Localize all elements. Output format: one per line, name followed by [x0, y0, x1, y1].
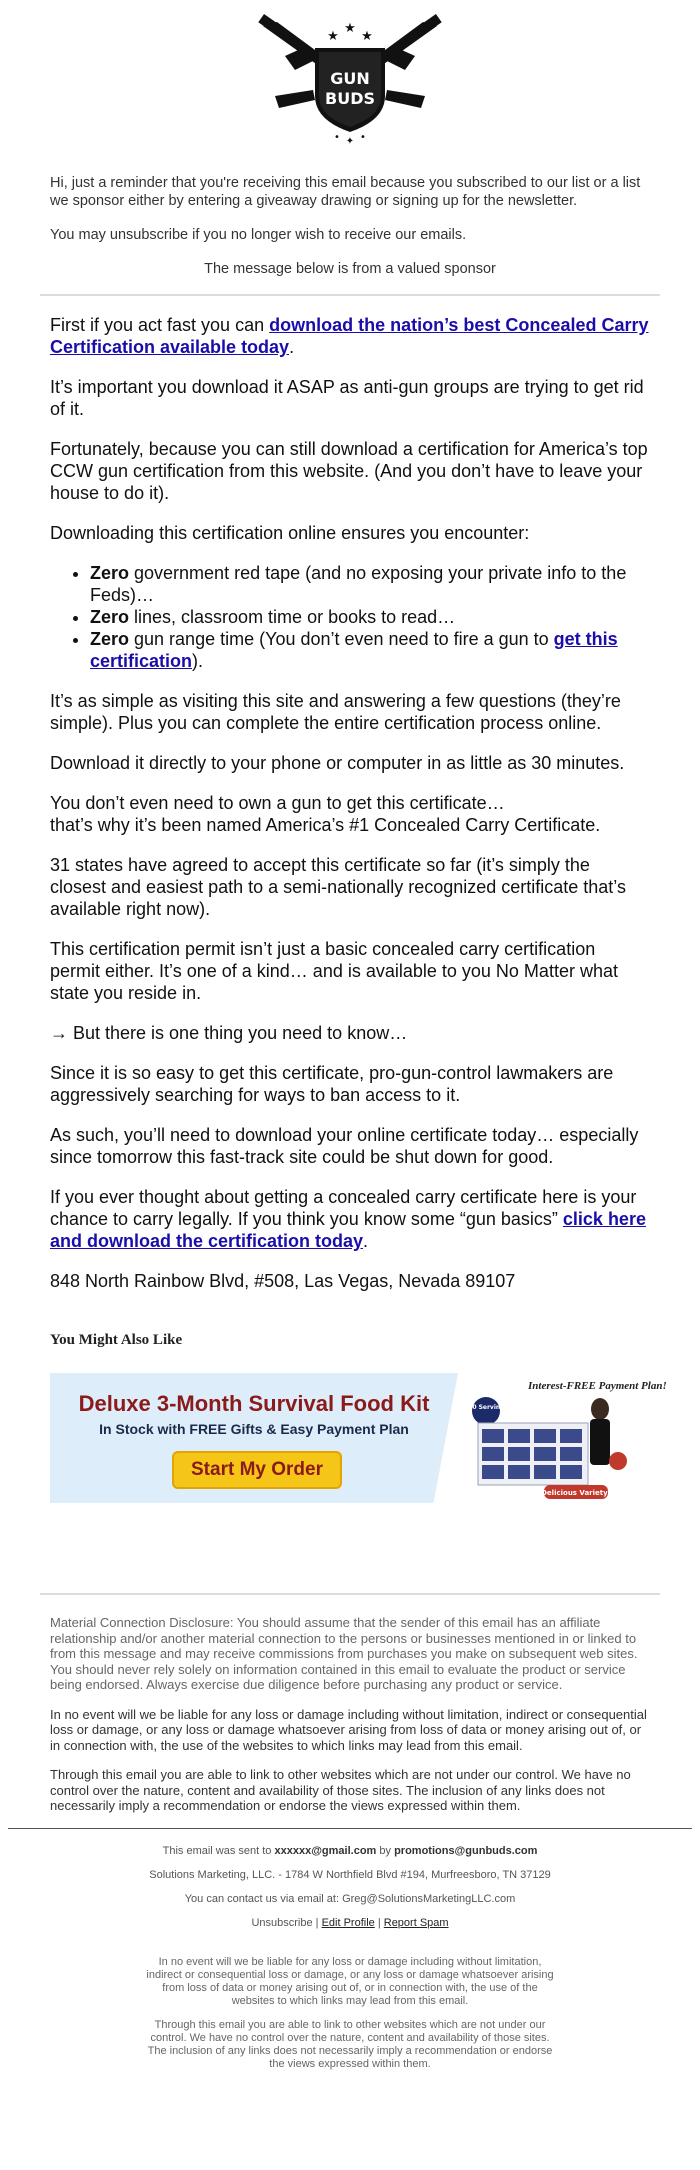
footer-links: Unsubscribe | Edit Profile | Report Spam [251, 1916, 449, 1929]
ad-title: Deluxe 3-Month Survival Food Kit [78, 1391, 430, 1416]
start-my-order-button[interactable]: Start My Order [172, 1451, 342, 1489]
email-footer [0, 1845, 700, 2071]
logo-text-gun: GUN [330, 69, 370, 88]
paragraph-2: It’s important you download it ASAP as anti-gun groups are trying to get rid of it. [50, 377, 644, 419]
paragraph-10: → But there is one thing you need to know… [50, 1023, 408, 1043]
divider [8, 1828, 692, 1829]
external-links-disclaimer: Through this email you are able to link to other websites which are not under our control. We have no control over the nature, content and availability of those sites. The inclusion of any links does not necessarily imply a recommendation or endorse the views expressed within them. [50, 1767, 631, 1813]
company-address: Solutions Marketing, LLC. - 1784 W Northfield Blvd #194, Murfreesboro, TN 37129 [149, 1868, 551, 1881]
paragraph-4: Downloading this certification online ensures you encounter: [50, 523, 530, 543]
gunbuds-logo [255, 16, 445, 146]
list-item: • Zero gun range time (You don’t even need to fire a gun to get this certification). [90, 628, 650, 672]
svg-text:★: ★ [344, 21, 356, 36]
unsubscribe-link[interactable]: Unsubscribe [251, 1916, 313, 1929]
svg-text:★: ★ [327, 29, 339, 44]
sponsor-message [0, 314, 700, 1292]
divider [40, 1593, 660, 1595]
paragraph-13: If you ever thought about getting a concealed carry certificate here is your chance to carry legally. If you think you know some “gun basics” click here and download the certification today. [50, 1187, 646, 1251]
click-here-download-link[interactable]: click here and download the certification today [50, 1209, 646, 1251]
svg-text:✦: ✦ [345, 136, 355, 147]
sponsor-address: 848 North Rainbow Blvd, #508, Las Vegas, Nevada 89107 [50, 1271, 516, 1291]
header-logo-area [0, 0, 700, 150]
sender-email: promotions@gunbuds.com [394, 1844, 538, 1857]
disclosure-section [0, 1615, 700, 1814]
you-might-also-like-heading: You Might Also Like [50, 1332, 183, 1348]
report-spam-link[interactable]: Report Spam [383, 1916, 449, 1929]
footer-links-disclaimer: Through this email you are able to link to other websites which are not under our control. We have no control over the nature, content and availability of those sites. The inclusion of any links does not necessarily imply a recommendation or endorse the views expressed within them. [147, 2018, 553, 2070]
benefits-list [50, 562, 650, 672]
edit-profile-link[interactable]: Edit Profile [321, 1916, 375, 1929]
unsubscribe-note: You may unsubscribe if you no longer wish to receive our emails. [50, 227, 467, 243]
ad-image-servings-badge: 500 Servings [463, 1404, 509, 1411]
paragraph-8: 31 states have agreed to accept this certificate so far (it’s simply the closest and easiest path to a semi-nationally recognized certificate that’s available right now). [50, 855, 626, 919]
material-connection-disclosure: Material Connection Disclosure: You should assume that the sender of this email has an affiliate relationship and/or another material connection to the persons or businesses mentioned in or linked to from this message and may receive commissions from purchases you make on subsequent web sites. You should never rely solely on information contained in this email to evaluate the product or service being endorsed. Always exercise due diligence before purchasing any product or service. [50, 1615, 638, 1692]
ad-image-tag: Delicious Variety! [541, 1489, 611, 1497]
ad-product-image [463, 1373, 667, 1503]
svg-text:•: • [360, 132, 366, 143]
paragraph-7: You don’t even need to own a gun to get this certificate… that’s why it’s been named America’s #1 Concealed Carry Certificate. [50, 793, 601, 835]
ad-subtitle: In Stock with FREE Gifts & Easy Payment Plan [99, 1421, 409, 1437]
subscription-reminder: Hi, just a reminder that you're receiving this email because you subscribed to our list or a list we sponsor either by entering a giveaway drawing or signing up for the newsletter. [50, 175, 641, 209]
contact-line: You can contact us via email at: Greg@SolutionsMarketingLLC.com [184, 1892, 516, 1905]
svg-text:•: • [334, 132, 340, 143]
recipient-email: xxxxxx@gmail.com [274, 1844, 377, 1857]
divider [40, 294, 660, 296]
list-item: • Zero lines, classroom time or books to read… [90, 606, 650, 628]
footer-liability-disclaimer: In no event will we be liable for any loss or damage including without limitation, indirect or consequential loss or damage, or any loss or damage whatsoever arising from loss of data or money arising out of, or in connection with, the use of the websites to which links may lead from this email. [146, 1955, 554, 2007]
paragraph-11: Since it is so easy to get this certificate, pro-gun-control lawmakers are aggressively searching for ways to ban access to it. [50, 1063, 614, 1105]
paragraph-12: As such, you’ll need to download your online certificate today… especially since tomorrow this fast-track site could be shut down for good. [50, 1125, 639, 1167]
svg-text:★: ★ [361, 29, 373, 44]
liability-disclaimer: In no event will we be liable for any loss or damage including without limitation, indirect or consequential loss or damage, or any loss or damage whatsoever arising from loss of data or money arising out of, or in connection with, the use of the websites to which links may lead from this email. [50, 1706, 647, 1753]
list-item: • Zero government red tape (and no exposing your private info to the Feds)… [90, 562, 650, 606]
survival-food-ad-banner[interactable] [50, 1373, 667, 1503]
download-certification-link[interactable]: download the nation’s best Concealed Carry Certification available today [50, 315, 649, 357]
logo-text-buds: BUDS [325, 89, 375, 108]
sent-to-line: This email was sent to xxxxxx@gmail.com by promotions@gunbuds.com [162, 1844, 538, 1857]
paragraph-9: This certification permit isn’t just a basic concealed carry certification permit either. It’s one of a kind… and is available to you No Matter what state you reside in. [50, 939, 618, 1003]
sponsor-note: The message below is from a valued sponsor [204, 261, 496, 277]
paragraph-1: First if you act fast you can download the nation’s best Concealed Carry Certification available today. [50, 315, 649, 357]
paragraph-6: Download it directly to your phone or computer in as little as 30 minutes. [50, 753, 625, 773]
ad-image-headline: Interest-FREE Payment Plan! [528, 1380, 667, 1392]
get-certification-link[interactable]: get this certification [90, 629, 618, 671]
paragraph-5: It’s as simple as visiting this site and answering a few questions (they’re simple). Plus you can complete the entire certification process online. [50, 691, 621, 733]
paragraph-3: Fortunately, because you can still download a certification for America’s top CCW gun certification from this website. (And you don’t have to leave your house to do it). [50, 439, 648, 503]
intro-section [0, 174, 700, 278]
